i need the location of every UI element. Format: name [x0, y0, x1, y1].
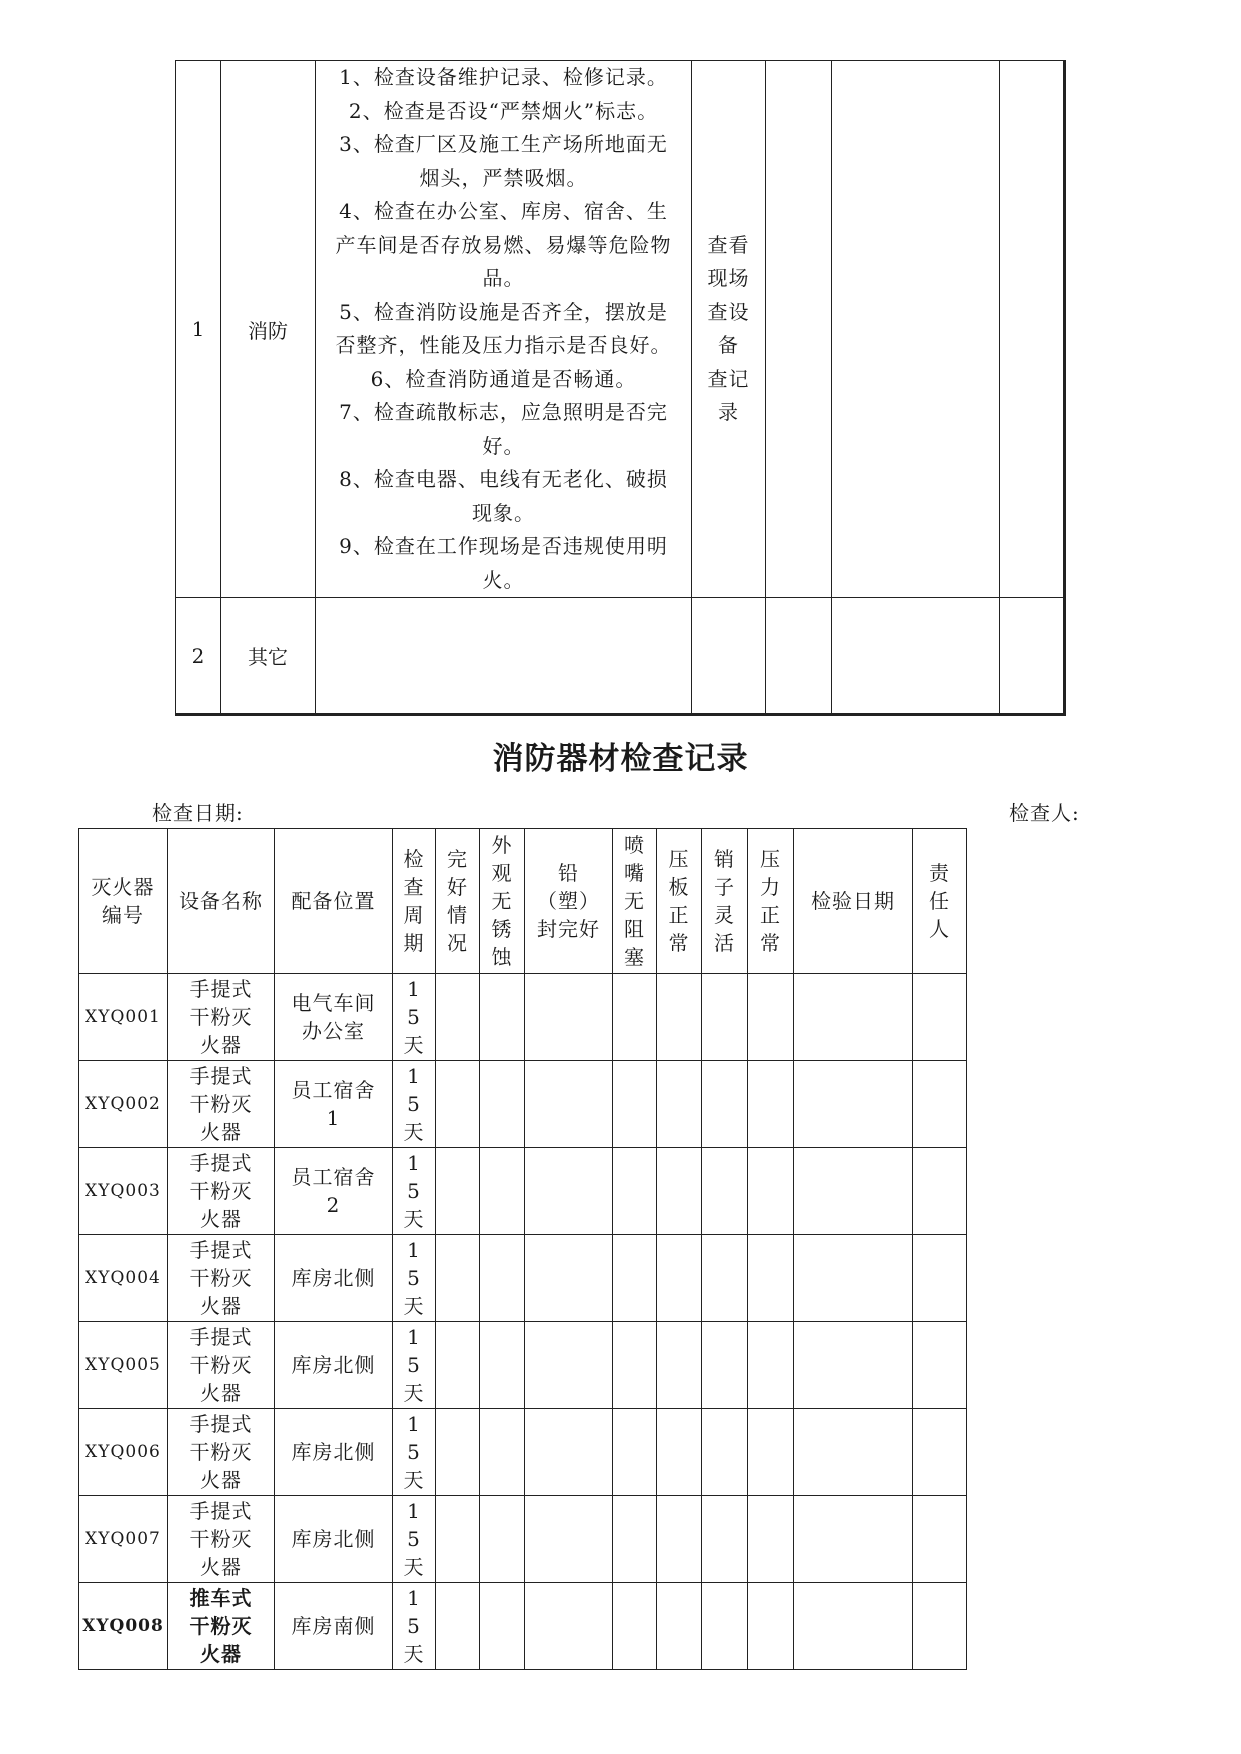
cell-period: 15天 [393, 1322, 436, 1409]
row-number: 2 [176, 598, 221, 715]
cell-code: XYQ007 [79, 1496, 168, 1583]
empty-cell [613, 1061, 657, 1148]
cell-period: 15天 [393, 1148, 436, 1235]
empty-cell [832, 598, 1000, 715]
empty-cell [794, 1061, 913, 1148]
empty-cell [480, 1409, 525, 1496]
empty-cell [748, 974, 794, 1061]
empty-cell [613, 1583, 657, 1670]
empty-cell [702, 1235, 748, 1322]
cell-code: XYQ005 [79, 1322, 168, 1409]
cell-period: 15天 [393, 1496, 436, 1583]
empty-cell [525, 1322, 613, 1409]
row-category: 消防 [221, 61, 316, 598]
cell-location: 库房南侧 [275, 1583, 393, 1670]
empty-cell [1000, 61, 1065, 598]
empty-cell [748, 1322, 794, 1409]
empty-cell [702, 1148, 748, 1235]
table-row [79, 1235, 967, 1322]
item-line: 9、检查在工作现场是否违规使用明 [339, 534, 668, 558]
item-line: 1、检查设备维护记录、检修记录。 [339, 65, 668, 89]
empty-cell [436, 1496, 480, 1583]
empty-cell [436, 1235, 480, 1322]
cell-code: XYQ006 [79, 1409, 168, 1496]
table-row [79, 1061, 967, 1148]
header-pin: 销子灵活 [702, 829, 748, 974]
empty-cell [613, 1322, 657, 1409]
empty-cell [702, 1061, 748, 1148]
empty-cell [480, 1583, 525, 1670]
empty-cell [1000, 598, 1065, 715]
cell-period: 15天 [393, 1409, 436, 1496]
empty-cell [525, 1235, 613, 1322]
item-line: 烟头，严禁吸烟。 [419, 165, 588, 190]
method-line: 查设 [707, 299, 750, 324]
table-row [79, 1409, 967, 1496]
inspector-label: 检查人: [1009, 801, 1080, 825]
empty-cell [748, 1148, 794, 1235]
empty-cell [436, 974, 480, 1061]
item-line: 2、检查是否设“严禁烟火”标志。 [348, 98, 659, 123]
empty-cell [832, 61, 1000, 598]
item-line: 现象。 [472, 500, 535, 525]
empty-cell [480, 1235, 525, 1322]
inspection-method [692, 598, 766, 715]
header-period: 检查周期 [393, 829, 436, 974]
header-location: 配备位置 [275, 829, 393, 974]
item-line: 否整齐，性能及压力指示是否良好。 [335, 333, 672, 357]
cell-code: XYQ002 [79, 1061, 168, 1148]
empty-cell [702, 1496, 748, 1583]
cell-location: 库房北侧 [275, 1496, 393, 1583]
empty-cell [794, 1322, 913, 1409]
cell-location: 库房北侧 [275, 1409, 393, 1496]
empty-cell [613, 1148, 657, 1235]
empty-cell [525, 1583, 613, 1670]
item-line: 产车间是否存放易燃、易爆等危险物 [335, 232, 672, 257]
cell-location: 员工宿舍1 [275, 1061, 393, 1148]
empty-cell [480, 974, 525, 1061]
method-line: 查记 [707, 366, 750, 391]
empty-cell [525, 1496, 613, 1583]
item-line: 3、检查厂区及施工生产场所地面无 [339, 132, 668, 156]
empty-cell [436, 1409, 480, 1496]
equipment-table [78, 828, 967, 1670]
row-number: 1 [176, 61, 221, 598]
cell-code: XYQ003 [79, 1148, 168, 1235]
inspection-items [316, 598, 692, 715]
empty-cell [794, 1496, 913, 1583]
table-row [79, 1148, 967, 1235]
empty-cell [480, 1061, 525, 1148]
cell-name: 手提式干粉灭火器 [168, 1061, 275, 1148]
cell-period: 15天 [393, 1235, 436, 1322]
header-no-rust: 外观无锈蚀 [480, 829, 525, 974]
empty-cell [525, 1409, 613, 1496]
header-code: 灭火器编号 [79, 829, 168, 974]
empty-cell [436, 1583, 480, 1670]
table-row [79, 1583, 967, 1670]
cell-period: 15天 [393, 1061, 436, 1148]
empty-cell [794, 1409, 913, 1496]
cell-name: 手提式干粉灭火器 [168, 974, 275, 1061]
item-line: 7、检查疏散标志，应急照明是否完 [339, 400, 668, 424]
cell-code: XYQ001 [79, 974, 168, 1061]
header-owner: 责任人 [913, 829, 967, 974]
empty-cell [657, 1583, 702, 1670]
empty-cell [657, 1496, 702, 1583]
empty-cell [794, 1235, 913, 1322]
empty-cell [613, 1235, 657, 1322]
cell-location: 库房北侧 [275, 1235, 393, 1322]
item-line: 品。 [482, 266, 525, 290]
empty-cell [613, 974, 657, 1061]
header-nozzle: 喷嘴无阻塞 [613, 829, 657, 974]
empty-cell [748, 1496, 794, 1583]
empty-cell [794, 1583, 913, 1670]
empty-cell [436, 1148, 480, 1235]
empty-cell [913, 974, 967, 1061]
empty-cell [913, 1409, 967, 1496]
empty-cell [702, 1409, 748, 1496]
empty-cell [913, 1583, 967, 1670]
cell-name: 手提式干粉灭火器 [168, 1235, 275, 1322]
empty-cell [525, 1061, 613, 1148]
inspection-method [692, 61, 766, 598]
empty-cell [613, 1409, 657, 1496]
empty-cell [702, 1583, 748, 1670]
cell-period: 15天 [393, 1583, 436, 1670]
empty-cell [525, 974, 613, 1061]
form-title: 消防器材检查记录 [492, 741, 749, 777]
header-pressure: 压力正常 [748, 829, 794, 974]
header-row [79, 829, 967, 974]
cell-code: XYQ008 [79, 1583, 168, 1670]
header-seal: 铅（塑）封完好 [525, 829, 613, 974]
cell-location: 库房北侧 [275, 1322, 393, 1409]
header-name: 设备名称 [168, 829, 275, 974]
empty-cell [657, 974, 702, 1061]
row-category: 其它 [221, 598, 316, 715]
empty-cell [913, 1235, 967, 1322]
method-line: 录 [718, 400, 739, 424]
empty-cell [657, 1409, 702, 1496]
empty-cell [657, 1061, 702, 1148]
empty-cell [748, 1409, 794, 1496]
cell-location: 电气车间办公室 [275, 974, 393, 1061]
empty-cell [913, 1148, 967, 1235]
empty-cell [436, 1322, 480, 1409]
table-row [79, 974, 967, 1061]
table-row [79, 1322, 967, 1409]
empty-cell [913, 1322, 967, 1409]
empty-cell [657, 1235, 702, 1322]
cell-code: XYQ004 [79, 1235, 168, 1322]
method-line: 现场 [707, 266, 750, 290]
method-line: 备 [718, 333, 739, 357]
empty-cell [794, 974, 913, 1061]
empty-cell [702, 974, 748, 1061]
inspection-date-label: 检查日期: [152, 801, 244, 825]
item-line: 4、检查在办公室、库房、宿舍、生 [339, 199, 668, 223]
empty-cell [702, 1322, 748, 1409]
cell-location: 员工宿舍2 [275, 1148, 393, 1235]
empty-cell [525, 1148, 613, 1235]
empty-cell [436, 1061, 480, 1148]
item-line: 5、检查消防设施是否齐全，摆放是 [339, 299, 668, 324]
header-plate: 压板正常 [657, 829, 702, 974]
cell-name: 推车式干粉灭火器 [168, 1583, 275, 1670]
empty-cell [794, 1148, 913, 1235]
empty-cell [766, 61, 832, 598]
empty-cell [766, 598, 832, 715]
inspection-table [175, 60, 1066, 716]
empty-cell [657, 1148, 702, 1235]
empty-cell [748, 1061, 794, 1148]
item-line: 6、检查消防通道是否畅通。 [370, 366, 637, 391]
empty-cell [480, 1496, 525, 1583]
cell-name: 手提式干粉灭火器 [168, 1409, 275, 1496]
empty-cell [913, 1061, 967, 1148]
cell-name: 手提式干粉灭火器 [168, 1322, 275, 1409]
empty-cell [748, 1583, 794, 1670]
cell-period: 15天 [393, 974, 436, 1061]
empty-cell [480, 1148, 525, 1235]
empty-cell [913, 1496, 967, 1583]
empty-cell [657, 1322, 702, 1409]
empty-cell [480, 1322, 525, 1409]
method-line: 查看 [707, 232, 750, 257]
table-row [176, 598, 1065, 715]
empty-cell [613, 1496, 657, 1583]
item-line: 好。 [482, 433, 525, 458]
cell-name: 手提式干粉灭火器 [168, 1496, 275, 1583]
empty-cell [748, 1235, 794, 1322]
item-line: 8、检查电器、电线有无老化、破损 [339, 467, 668, 491]
cell-name: 手提式干粉灭火器 [168, 1148, 275, 1235]
table-row [176, 61, 1065, 598]
table-row [79, 1496, 967, 1583]
header-test-date: 检验日期 [794, 829, 913, 974]
inspection-items [316, 61, 692, 598]
item-line: 火。 [482, 567, 525, 592]
header-condition: 完好情况 [436, 829, 480, 974]
